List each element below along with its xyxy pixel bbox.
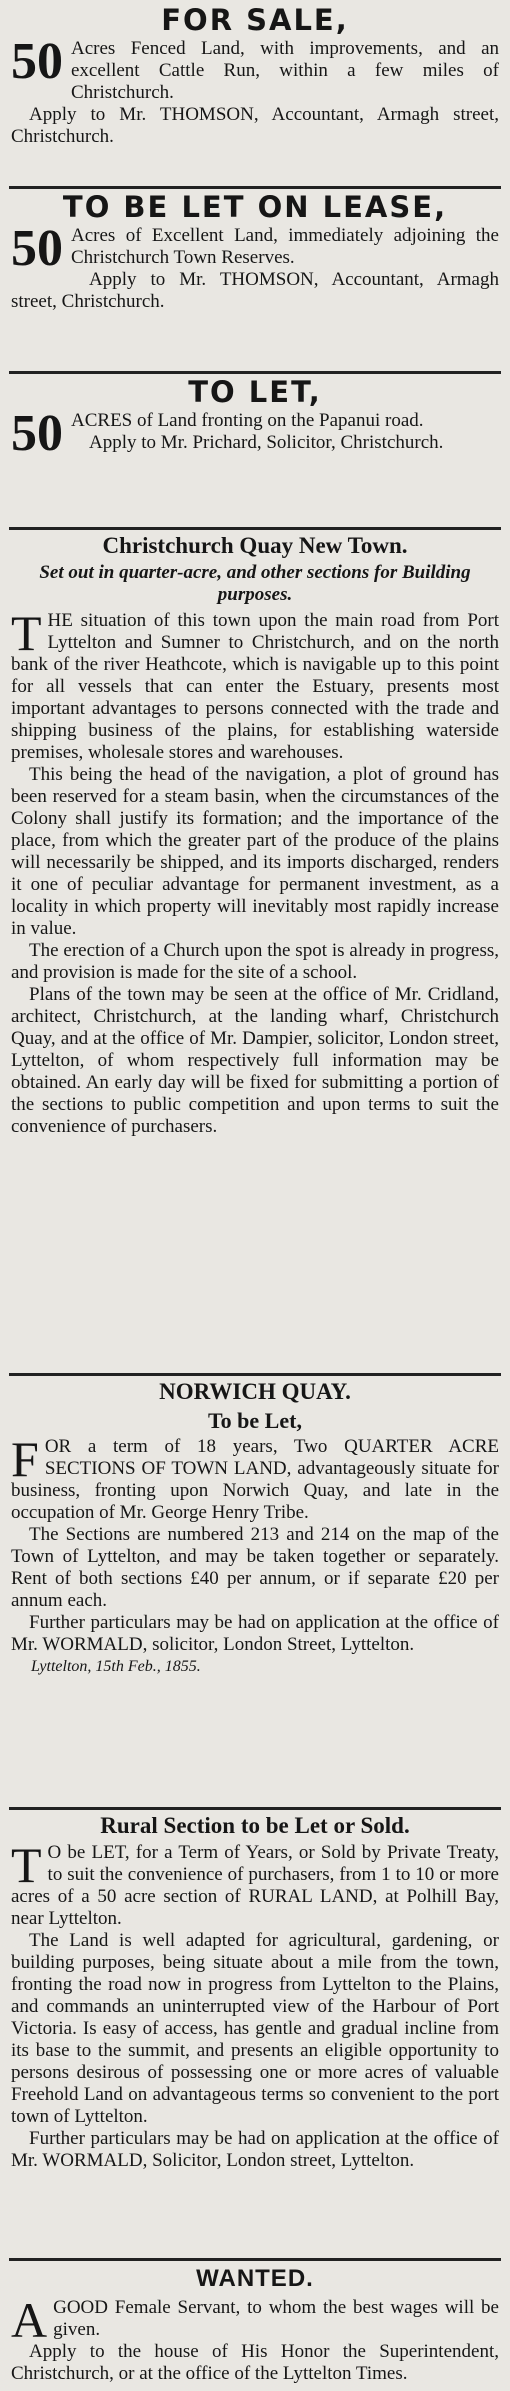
ad-paragraph: Apply to Mr. Prichard, Solicitor, Christchurch. <box>89 432 444 453</box>
ad-paragraph: The Sections are numbered 213 and 214 on the map of the Town of Lyttelton, and may be taken together or separately. Rent of both sections £40 per annum, or if separate £20 per annum each. <box>11 1524 499 1611</box>
ad-heading: Rural Section to be Let or Sold. <box>100 1813 410 1838</box>
ad-paragraph: Further particulars may be had on application at the office of Mr. WORMALD, solicitor, London Street, Lyttelton. <box>11 1612 499 1655</box>
ad-paragraph: Further particulars may be had on application at the office of Mr. WORMALD, Solicitor, London street, Lyttelton. <box>11 2128 499 2171</box>
ad-heading: TO LET, <box>188 375 322 409</box>
ad-wanted <box>9 2261 501 2391</box>
ad-to-let <box>9 374 501 530</box>
ad-paragraph: Acres Fenced Land, with improvements, and an excellent Cattle Run, within a few miles of Christchurch. <box>71 38 499 103</box>
drop-cap: T <box>11 1837 42 1893</box>
acreage-numeral: 50 <box>11 220 63 277</box>
ad-heading: WANTED. <box>196 2265 314 2292</box>
newspaper-column <box>9 2 501 2384</box>
ad-paragraph: Apply to the house of His Honor the Superintendent, Christchurch, or at the office of the Lyttelton Times. <box>11 2341 499 2384</box>
ad-christchurch-quay <box>9 530 501 1376</box>
ad-paragraph: ACRES of Land fronting on the Papanui road. <box>71 410 424 431</box>
ad-rural-section <box>9 1810 501 2261</box>
acreage-numeral: 50 <box>11 405 63 462</box>
ad-paragraph: O be LET, for a Term of Years, or Sold by Private Treaty, to suit the convenience of purchasers, from 1 to 10 or more acres of a 50 acre section of RURAL LAND, at Polhill Bay, near Lyttelton. <box>11 1842 499 1929</box>
ad-paragraph: The erection of a Church upon the spot is already in progress, and provision is made for the site of a school. <box>11 940 499 983</box>
ad-subheading: To be Let, <box>208 1408 302 1433</box>
ad-for-sale <box>9 2 501 189</box>
ad-heading: TO BE LET ON LEASE, <box>62 190 448 224</box>
ad-paragraph: OR a term of 18 years, Two QUARTER ACRE SECTIONS OF TOWN LAND, advantageously situate for business, fronting upon Norwich Quay, and late in the occupation of Mr. George Henry Tribe. <box>11 1436 499 1523</box>
ad-norwich-quay <box>9 1376 501 1810</box>
ad-paragraph: GOOD Female Servant, to whom the best wages will be given. <box>53 2297 499 2340</box>
ad-heading: FOR SALE, <box>161 3 349 37</box>
drop-cap: T <box>11 605 42 661</box>
ad-to-be-let-on-lease <box>9 189 501 374</box>
ad-date: Lyttelton, 15th Feb., 1855. <box>31 1658 201 1675</box>
ad-paragraph: HE situation of this town upon the main road from Port Lyttelton and Sumner to Christchurch, and on the north bank of the river Heathcote, which is navigable up to this point for all vessels that can enter the Estuary, presents most important advantages to persons connected with the trade and shipping business of the plains, for establishing waterside premises, wholesale stores and warehouses. <box>11 610 499 763</box>
ad-paragraph: Apply to Mr. THOMSON, Accountant, Armagh street, Christchurch. <box>11 104 499 147</box>
drop-cap: A <box>11 2292 48 2348</box>
ad-paragraph: Apply to Mr. THOMSON, Accountant, Armagh street, Christchurch. <box>11 269 499 312</box>
ad-paragraph: This being the head of the navigation, a plot of ground has been reserved for a steam basin, when the circumstances of the Colony shall justify its formation; and the importance of the place, from which the greater part of the produce of the plains will necessarily be shipped, and its imports discharged, renders it one of peculiar advantage for permanent investment, as a locality in which property will inevitably most rapidly increase in value. <box>11 764 499 939</box>
acreage-numeral: 50 <box>11 33 63 90</box>
ad-paragraph: Acres of Excellent Land, immediately adjoining the Christchurch Town Reserves. <box>71 225 499 268</box>
ad-subheading: Set out in quarter-acre, and other sections for Building purposes. <box>39 562 471 605</box>
ad-paragraph: Plans of the town may be seen at the office of Mr. Cridland, architect, Christchurch, at the landing wharf, Christchurch Quay, and at the office of Mr. Dampier, solicitor, London street, Lyttelton, of whom respectively full information may be obtained. An early day will be fixed for submitting a portion of the sections to public competition and upon terms to suit the convenience of purchasers. <box>11 984 499 1137</box>
ad-heading: NORWICH QUAY. <box>159 1379 351 1404</box>
ad-heading: Christchurch Quay New Town. <box>102 533 408 558</box>
drop-cap: F <box>11 1431 39 1487</box>
ad-paragraph: The Land is well adapted for agricultural, gardening, or building purposes, being situate about a mile from the town, fronting the road now in progress from Lyttelton to the Plains, and commands an uninterrupted view of the Harbour of Port Victoria. Is easy of access, has gentle and gradual incline from its base to the summit, and presents an eligible opportunity to persons desirous of possessing one or more acres of valuable Freehold Land on advantageous terms so convenient to the port town of Lyttelton. <box>11 1930 499 2127</box>
